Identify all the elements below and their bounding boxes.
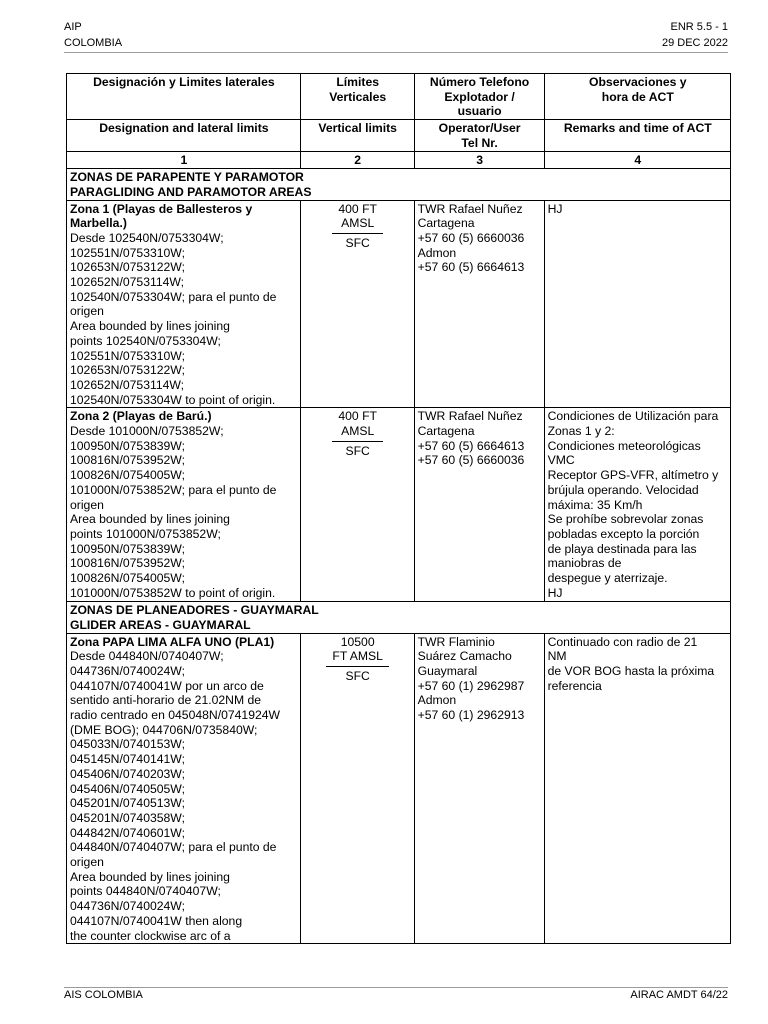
operator-cell: TWR Flaminio Suárez Camacho Guaymaral +57 60 (1) 2962987 Admon +57 60 (1) 2962913 <box>414 633 544 944</box>
column-number-row <box>67 151 731 168</box>
col-header-remarks-es: Observaciones y hora de ACT <box>544 74 730 120</box>
col-header-designation-en: Designation and lateral limits <box>67 120 301 151</box>
col-header-vertical-es: Límites Verticales <box>300 74 414 120</box>
col-header-designation-es: Designación y Limites laterales <box>67 74 301 120</box>
remarks-cell: Condiciones de Utilización para Zonas 1 y 2: Condiciones meteorológicas VMC Receptor GPS-VFR, altímetro y brújula operando. Velocidad máxima: 35 Km/h Se prohíbe sobrevolar zonas pobladas excepto la porción de playa destinada para las maniobras de despegue y aterrizaje. HJ <box>544 408 730 601</box>
vertical-limits-cell <box>300 200 414 408</box>
column-number: 3 <box>414 151 544 168</box>
designation-cell: Zona PAPA LIMA ALFA UNO (PLA1) Desde 044840N/0740407W; 044736N/0740024W; 044107N/0740041W por un arco de sentido anti-horario de 21.02NM de radio centrado en 045048N/0741924W (DME BOG); 044706N/0735840W; 045033N/0740153W; 045145N/0740141W; 045406N/0740203W; 045406N/0740505W; 045201N/0740513W; 045201N/0740358W; 044842N/0740601W; 044840N/0740407W; para el punto de origen Area bounded by lines joining points 044840N/0740407W; 044736N/0740024W; 044107N/0740041W then along the counter clockwise arc of a <box>67 633 301 944</box>
zone-name: Zona 2 (Playas de Barú.) <box>70 409 212 424</box>
zone-name: Zona PAPA LIMA ALFA UNO (PLA1) <box>70 634 275 649</box>
upper-limit: 400 FT AMSL <box>332 409 383 441</box>
page-header-right <box>662 19 728 51</box>
zone-name: Zona 1 (Playas de Ballesteros y <box>70 201 253 216</box>
header-country: COLOMBIA <box>64 37 123 49</box>
zone-name: Marbella.) <box>70 216 127 231</box>
header-divider <box>64 52 728 53</box>
col-header-operator-en: Operator/User Tel Nr. <box>414 120 544 151</box>
header-date: 29 DEC 2022 <box>661 37 728 49</box>
lower-limit: SFC <box>345 668 370 683</box>
page-header-left <box>64 19 122 51</box>
upper-limit: 400 FT AMSL <box>332 202 383 234</box>
table-header-spanish <box>67 74 731 120</box>
operator-cell: TWR Rafael Nuñez Cartagena +57 60 (5) 6660036 Admon +57 60 (5) 6664613 <box>414 200 544 408</box>
section-row-paragliding <box>67 168 731 200</box>
footer-amendment: AIRAC AMDT 64/22 <box>630 989 728 1001</box>
section-title: ZONAS DE PLANEADORES - GUAYMARAL GLIDER AREAS - GUAYMARAL <box>67 601 731 633</box>
footer-divider <box>64 987 728 988</box>
table-row <box>67 408 731 601</box>
vertical-limits-cell <box>300 633 414 944</box>
header-doc-type: AIP <box>64 21 82 33</box>
designation-cell: Zona 2 (Playas de Barú.) Desde 101000N/0753852W; 100950N/0753839W; 100816N/0753952W; 100826N/0754005W; 101000N/0753852W; para el punto de origen Area bounded by lines joining points 101000N/0753852W; 100950N/0753839W; 100816N/0753952W; 100826N/0754005W; 101000N/0753852W to point of origin. <box>67 408 301 601</box>
lower-limit: SFC <box>345 235 370 250</box>
section-title: ZONAS DE PARAPENTE Y PARAMOTOR PARAGLIDING AND PARAMOTOR AREAS <box>67 168 731 200</box>
upper-limit: 10500 FT AMSL <box>326 635 389 667</box>
header-page-ref: ENR 5.5 - 1 <box>670 21 728 33</box>
column-number: 2 <box>300 151 414 168</box>
col-header-operator-es: Número Telefono Explotador / usuario <box>414 74 544 120</box>
table-header-english <box>67 120 731 151</box>
lower-limit: SFC <box>345 443 370 458</box>
col-header-remarks-en: Remarks and time of ACT <box>544 120 730 151</box>
vertical-limits-cell <box>300 408 414 601</box>
col-header-vertical-en: Vertical limits <box>300 120 414 151</box>
footer-publisher: AIS COLOMBIA <box>64 989 143 1001</box>
designation-cell: Zona 1 (Playas de Ballesteros y Marbella.) Desde 102540N/0753304W; 102551N/0753310W; 102653N/0753122W; 102652N/0753114W; 102540N/0753304W; para el punto de origen Area bounded by lines joining points 102540N/0753304W; 102551N/0753310W; 102653N/0753122W; 102652N/0753114W; 102540N/0753304W to point of origin. <box>67 200 301 408</box>
remarks-cell: HJ <box>544 200 730 408</box>
section-row-gliders <box>67 601 731 633</box>
column-number: 4 <box>544 151 730 168</box>
restricted-areas-table <box>66 73 731 944</box>
table-row <box>67 633 731 944</box>
remarks-cell: Continuado con radio de 21 NM de VOR BOG hasta la próxima referencia <box>544 633 730 944</box>
table-row <box>67 200 731 408</box>
column-number: 1 <box>67 151 301 168</box>
operator-cell: TWR Rafael Nuñez Cartagena +57 60 (5) 6664613 +57 60 (5) 6660036 <box>414 408 544 601</box>
